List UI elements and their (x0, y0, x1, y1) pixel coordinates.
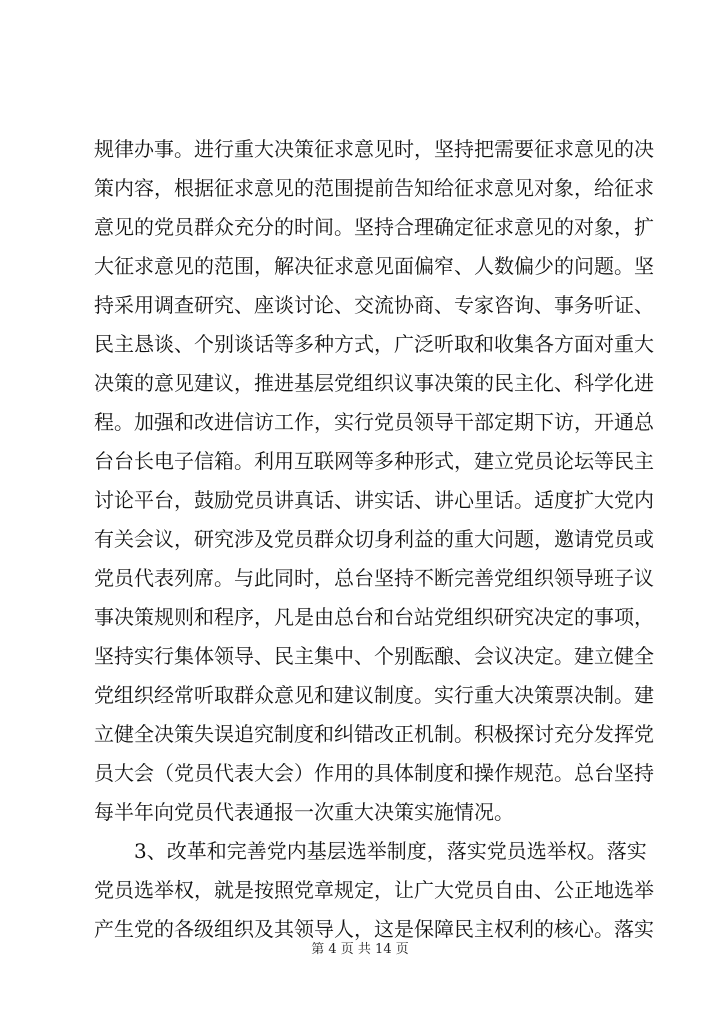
line-text: 坚持实行集体领导、民主集中、个别酝酿、会议决定。建立健全 (94, 644, 654, 668)
line-text: 员大会（党员代表大会）作用的具体制度和操作规范。总台坚持 (94, 761, 654, 785)
line-text: 大征求意见的范围，解决征求意见面偏窄、人数偏少的问题。坚 (94, 254, 654, 278)
text-line (0, 371, 720, 395)
line-text: 立健全决策失误追究制度和纠错改正机制。积极探讨充分发挥党 (94, 722, 654, 746)
line-text: 意见的党员群众充分的时间。坚持合理确定征求意见的对象，扩 (94, 215, 654, 239)
text-line (0, 800, 720, 824)
text-line (0, 293, 720, 317)
text-line (0, 839, 720, 863)
line-text: 讨论平台，鼓励党员讲真话、讲实话、讲心里话。适度扩大党内 (94, 488, 654, 512)
line-text: 决策的意见建议，推进基层党组织议事决策的民主化、科学化进 (94, 371, 654, 395)
text-line (0, 722, 720, 746)
text-line (0, 605, 720, 629)
line-text: 党员代表列席。与此同时，总台坚持不断完善党组织领导班子议 (94, 566, 654, 590)
text-line (0, 176, 720, 200)
text-line (0, 215, 720, 239)
text-line (0, 449, 720, 473)
text-line (0, 332, 720, 356)
line-text: 策内容，根据征求意见的范围提前告知给征求意见对象，给征求 (94, 176, 654, 200)
text-line (0, 137, 720, 161)
line-text: 每半年向党员代表通报一次重大决策实施情况。 (94, 800, 514, 824)
text-line (0, 410, 720, 434)
text-line (0, 566, 720, 590)
line-text: 民主恳谈、个别谈话等多种方式，广泛听取和收集各方面对重大 (94, 332, 654, 356)
line-text: 台台长电子信箱。利用互联网等多种形式，建立党员论坛等民主 (94, 449, 654, 473)
line-text: 3、改革和完善党内基层选举制度，落实党员选举权。落实 (134, 839, 647, 863)
line-text: 有关会议，研究涉及党员群众切身利益的重大问题，邀请党员或 (94, 527, 654, 551)
line-text: 党员选举权，就是按照党章规定，让广大党员自由、公正地选举 (94, 878, 654, 902)
page-footer: 第 4 页 共 14 页 (311, 942, 409, 957)
line-text: 党组织经常听取群众意见和建议制度。实行重大决策票决制。建 (94, 683, 654, 707)
line-text: 程。加强和改进信访工作，实行党员领导干部定期下访，开通总 (94, 410, 654, 434)
line-text: 事决策规则和程序，凡是由总台和台站党组织研究决定的事项， (94, 605, 654, 629)
text-line (0, 761, 720, 785)
text-line (0, 683, 720, 707)
text-line (0, 527, 720, 551)
line-text: 规律办事。进行重大决策征求意见时，坚持把需要征求意见的决 (94, 137, 654, 161)
line-text: 产生党的各级组织及其领导人，这是保障民主权利的核心。落实 (94, 917, 654, 941)
text-line (0, 644, 720, 668)
text-line (0, 488, 720, 512)
text-line (0, 254, 720, 278)
text-line (0, 878, 720, 902)
line-text: 持采用调查研究、座谈讨论、交流协商、专家咨询、事务听证、 (94, 293, 654, 317)
